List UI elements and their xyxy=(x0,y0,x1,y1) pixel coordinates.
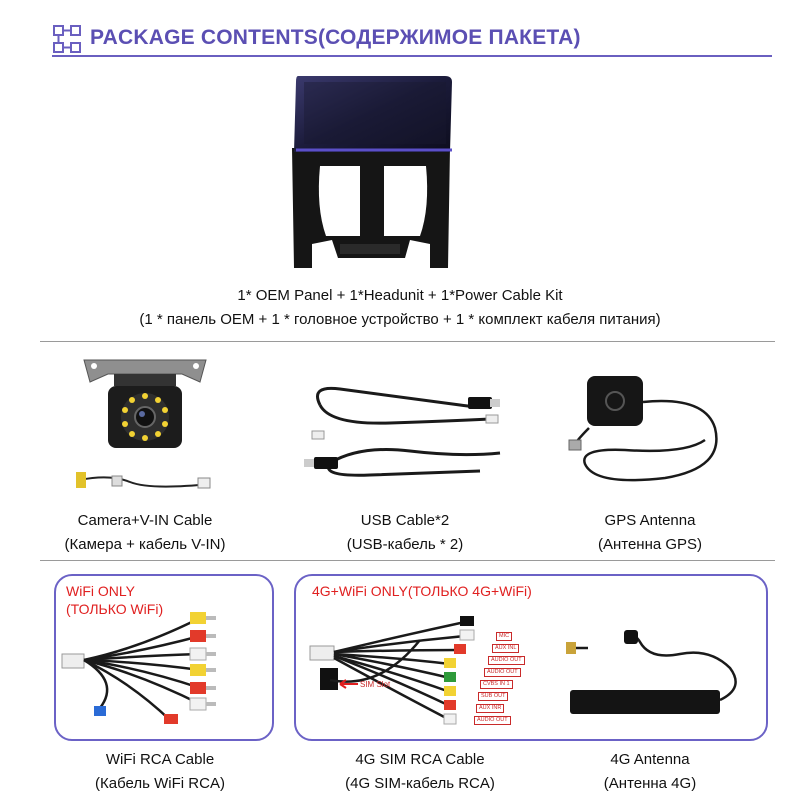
oem-panel-headunit-image xyxy=(280,68,460,280)
connector-tag: AUDIO OUT xyxy=(474,716,511,725)
camera-image xyxy=(70,352,220,502)
connector-tag: AUDIO OUT xyxy=(488,656,525,665)
connector-tag: AUX INL xyxy=(492,644,519,653)
wifi-only-label: WiFi ONLY (ТОЛЬКО WiFi) xyxy=(66,583,164,617)
usb-cable-image xyxy=(300,375,510,485)
fourg-sim-rca-cable-caption: 4G SIM RCA Cable (4G SIM-кабель RCA) xyxy=(345,751,495,792)
connector-tag: AUDIO OUT xyxy=(484,668,521,677)
fourg-antenna-caption: 4G Antenna (Антенна 4G) xyxy=(603,751,697,792)
fourg-sim-rca-cable-image xyxy=(300,610,500,730)
gps-antenna-caption: GPS Antenna (Антенна GPS) xyxy=(597,512,703,553)
wifi-rca-cable-image xyxy=(60,608,260,733)
fourg-antenna-image xyxy=(560,628,750,728)
section-divider xyxy=(40,560,775,561)
wifi-rca-cable-caption: WiFi RCA Cable (Кабель WiFi RCA) xyxy=(95,751,225,792)
connector-tag: AUX INR xyxy=(476,704,504,713)
gps-antenna-image xyxy=(565,368,745,498)
connector-tag: SUB OUT xyxy=(478,692,508,701)
page-title: PACKAGE CONTENTS(СОДЕРЖИМОЕ ПАКЕТА) xyxy=(90,26,581,49)
sim-slot-label: SIM Slot xyxy=(360,680,391,689)
connector-tag: CVBS IN 1 xyxy=(480,680,513,689)
section-divider xyxy=(40,341,775,342)
camera-caption: Camera+V-IN Cable (Камера + кабель V-IN) xyxy=(64,512,226,553)
grid-icon xyxy=(52,24,82,54)
header-underline xyxy=(52,55,772,57)
connector-tag: MIC xyxy=(496,632,512,641)
fourg-wifi-only-label: 4G+WiFi ONLY(ТОЛЬКО 4G+WiFi) xyxy=(312,583,532,599)
usb-cable-caption: USB Cable*2 (USB-кабель * 2) xyxy=(346,512,464,553)
main-item-caption: 1* OEM Panel + 1*Headunit + 1*Power Cable Kit (1 * панель OEM + 1 * головное устройство + 1 * комплект кабеля питания) xyxy=(139,287,661,328)
